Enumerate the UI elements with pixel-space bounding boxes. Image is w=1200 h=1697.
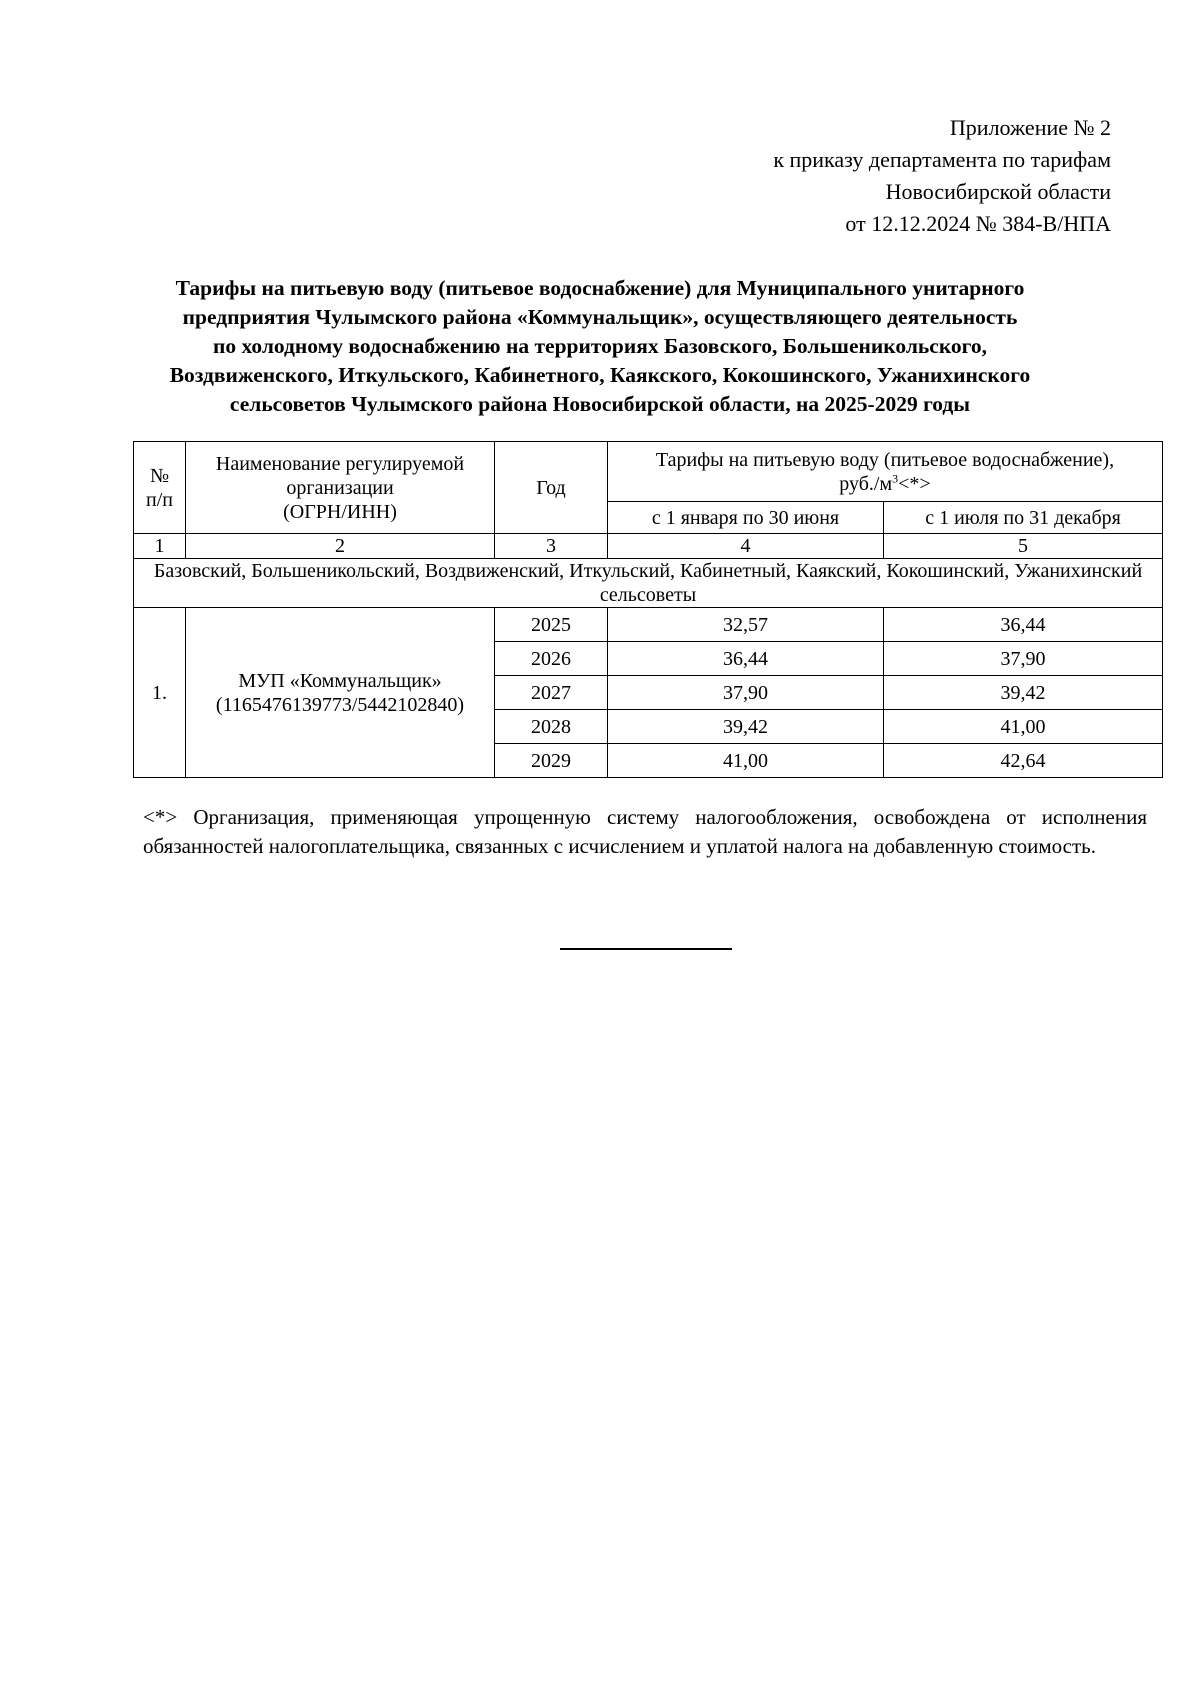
row-tariff-h1: 37,90 bbox=[608, 676, 884, 710]
row-tariff-h2: 42,64 bbox=[884, 744, 1163, 778]
region-row bbox=[134, 559, 1163, 608]
header-org bbox=[186, 442, 495, 534]
header-num bbox=[134, 442, 186, 534]
title-line: предприятия Чулымского района «Коммунальщик», осуществляющего деятельность bbox=[182, 305, 1018, 329]
header-tariff-unit-line bbox=[612, 472, 1158, 496]
header-period-1: с 1 января по 30 июня bbox=[608, 502, 884, 534]
appendix-header bbox=[773, 112, 1111, 240]
column-number: 5 bbox=[884, 534, 1163, 559]
tariff-unit-exponent: 3 bbox=[892, 470, 899, 485]
row-tariff-h1: 41,00 bbox=[608, 744, 884, 778]
header-period-2: с 1 июля по 31 декабря bbox=[884, 502, 1163, 534]
header-org-line: (ОГРН/ИНН) bbox=[283, 500, 397, 523]
header-tariff bbox=[608, 442, 1163, 502]
appendix-line: Приложение № 2 bbox=[949, 115, 1111, 140]
row-tariff-h2: 39,42 bbox=[884, 676, 1163, 710]
entry-number: 1. bbox=[134, 608, 186, 778]
header-tariff-line: Тарифы на питьевую воду (питьевое водоснабжение), bbox=[655, 448, 1115, 471]
title-line: Воздвиженского, Иткульского, Кабинетного, Каякского, Кокошинского, Ужанихинского bbox=[169, 363, 1031, 387]
row-tariff-h2: 41,00 bbox=[884, 710, 1163, 744]
appendix-line: от 12.12.2024 № 384-В/НПА bbox=[845, 211, 1111, 236]
header-num-label: п/п bbox=[146, 488, 173, 511]
title-line: сельсоветов Чулымского района Новосибирской области, на 2025-2029 годы bbox=[229, 392, 971, 416]
column-numbers-row bbox=[134, 534, 1163, 559]
organization-ids: (1165476139773/5442102840) bbox=[215, 693, 465, 716]
tariff-unit: руб./м bbox=[839, 472, 893, 495]
header-num-symbol: № bbox=[149, 464, 170, 487]
row-tariff-h2: 36,44 bbox=[884, 608, 1163, 642]
region-cell: Базовский, Большеникольский, Воздвиженский, Иткульский, Кабинетный, Каякский, Кокошинский, Ужанихинский сельсоветы bbox=[134, 559, 1163, 608]
title-line: Тарифы на питьевую воду (питьевое водоснабжение) для Муниципального унитарного bbox=[175, 276, 1025, 300]
row-year: 2026 bbox=[495, 642, 608, 676]
header-year: Год bbox=[495, 442, 608, 534]
appendix-line: к приказу департамента по тарифам bbox=[773, 147, 1111, 172]
table-header-row bbox=[134, 442, 1163, 502]
title-line: по холодному водоснабжению на территориях Базовского, Большеникольского, bbox=[212, 334, 988, 358]
row-tariff-h1: 36,44 bbox=[608, 642, 884, 676]
row-year: 2025 bbox=[495, 608, 608, 642]
footnote: <*> Организация, применяющая упрощенную систему налогообложения, освобождена от исполнения обязанностей налогоплательщика, связанных с исчислением и уплатой налога на добавленную стоимость. bbox=[143, 805, 1147, 858]
appendix-line: Новосибирской области bbox=[885, 179, 1111, 204]
row-year: 2027 bbox=[495, 676, 608, 710]
column-number: 1 bbox=[134, 534, 186, 559]
column-number: 4 bbox=[608, 534, 884, 559]
table-row bbox=[134, 608, 1163, 642]
column-number: 3 bbox=[495, 534, 608, 559]
tariffs-table bbox=[133, 441, 1163, 778]
row-year: 2029 bbox=[495, 744, 608, 778]
row-tariff-h1: 39,42 bbox=[608, 710, 884, 744]
end-divider bbox=[560, 948, 732, 950]
header-org-line: организации bbox=[286, 476, 394, 499]
header-org-line: Наименование регулируемой bbox=[215, 452, 465, 475]
row-year: 2028 bbox=[495, 710, 608, 744]
column-number: 2 bbox=[186, 534, 495, 559]
tariff-footnote-mark: <*> bbox=[898, 472, 931, 495]
row-tariff-h1: 32,57 bbox=[608, 608, 884, 642]
organization-name: МУП «Коммунальщик» bbox=[238, 669, 442, 692]
entry-organization bbox=[186, 608, 495, 778]
document-title bbox=[130, 274, 1070, 419]
row-tariff-h2: 37,90 bbox=[884, 642, 1163, 676]
